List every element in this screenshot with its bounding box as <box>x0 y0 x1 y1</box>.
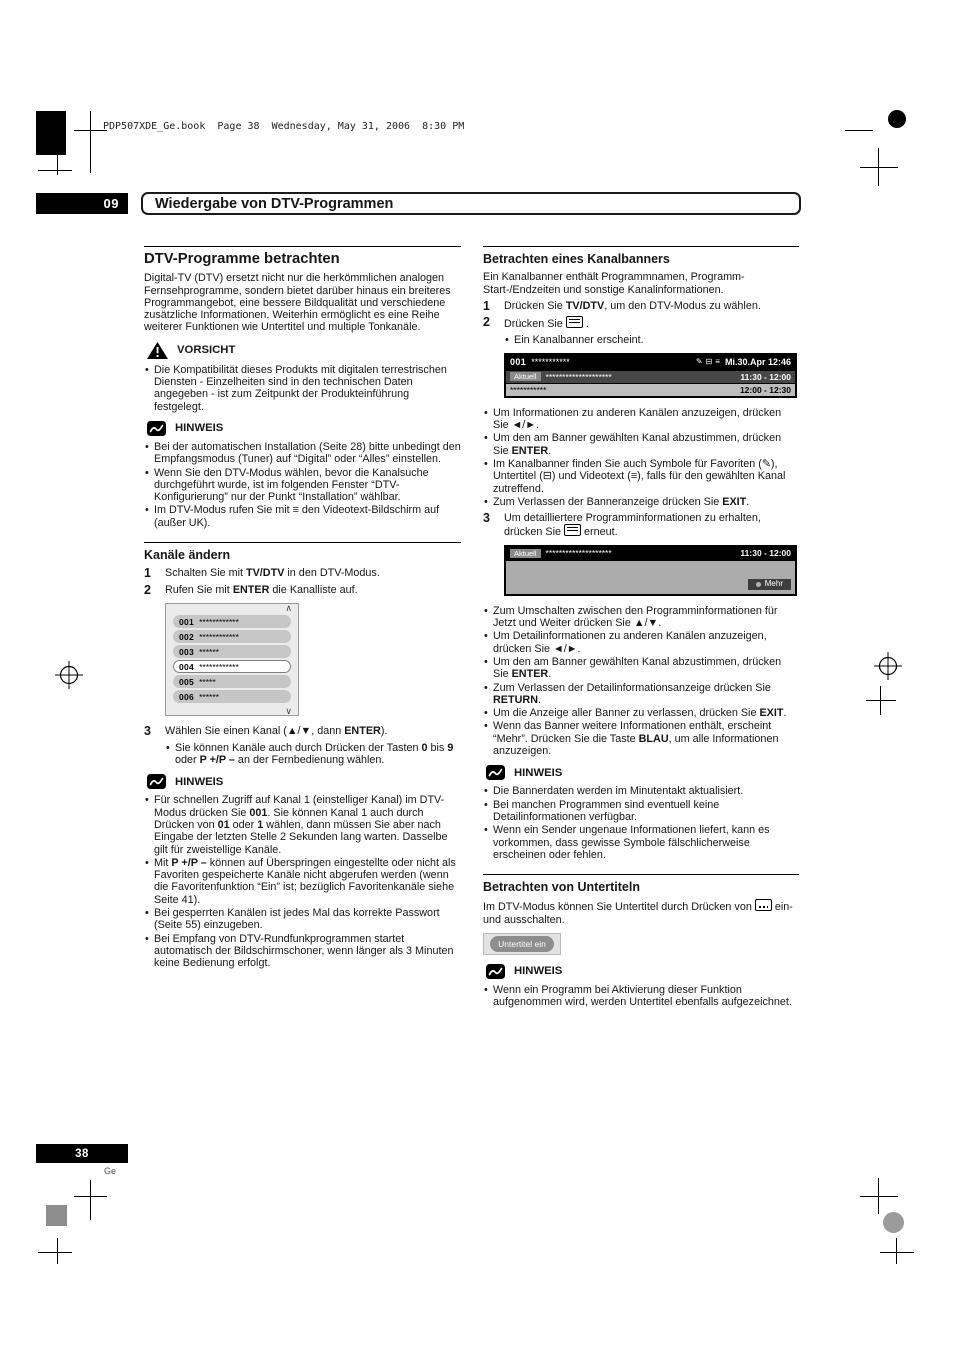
note-item-text: Wenn Sie den DTV-Modus wählen, bevor die Kanalsuche durchgeführt wurde, ist im folgenden Fenster “DTV-Konfigurierung” nur der Punkt “Installation” wählbar. <box>154 466 429 504</box>
crop-mark <box>74 1196 107 1197</box>
channel-list-row <box>173 675 291 688</box>
note-icon <box>147 774 166 789</box>
mehr-label: Mehr <box>764 579 783 589</box>
bullet-text: Um den am Banner gewählten Kanal abzustimmen, drücken Sie ENTER. <box>493 655 782 681</box>
note-item <box>144 907 461 932</box>
section-untertitel <box>483 874 799 1008</box>
subsection-title: Kanäle ändern <box>144 548 231 563</box>
channel-list-row-selected <box>173 660 291 673</box>
list-item <box>483 720 799 757</box>
channel-list-row <box>173 645 291 658</box>
note-item <box>144 933 461 970</box>
banner-icons <box>696 358 720 366</box>
crop-mark <box>878 1178 879 1214</box>
note-item <box>144 857 461 906</box>
note-item <box>144 467 461 504</box>
caution-header <box>147 342 461 359</box>
chapter-title: Wiedergabe von DTV-Programmen <box>155 195 394 212</box>
crop-mark <box>38 1252 72 1253</box>
bullet-text: Sie können Kanäle auch durch Drücken der Tasten 0 bis 9 oder P +/P – an der Fernbedienung wählen. <box>175 741 454 767</box>
banner-row-program: ******************** <box>545 548 612 559</box>
intro-after: ein- und ausschalten. <box>483 901 793 926</box>
step-text-after: . <box>585 318 589 331</box>
step-text <box>504 316 799 330</box>
page-number: 38 <box>75 1147 89 1160</box>
note-item-text: Für schnellen Zugriff auf Kanal 1 (einstelliger Kanal) im DTV-Modus drücken Sie 001. Sie können Kanal 1 auch durch Drücken von 01 oder 1 wählen, dann müssen Sie aber nach Eingabe der letzten Stelle 2 Sekunden lang warten. Dasselbe gilt für zweistellige Kanäle. <box>154 794 448 856</box>
step-text: Schalten Sie mit TV/DTV in den DTV-Modus. <box>165 567 380 580</box>
note-item-text: Bei der automatischen Installation (Seite 28) bitte unbedingt den Empfangsmodus (Tuner) auf “Digital” oder “Alles” einstellen. <box>154 440 461 466</box>
step-number: 3 <box>144 724 151 739</box>
step-number: 2 <box>483 315 490 330</box>
page-number-tab <box>36 1144 128 1163</box>
bullet-text: Zum Verlassen der Banneranzeige drücken Sie EXIT. <box>493 495 750 508</box>
crop-mark <box>878 148 879 186</box>
step-item <box>144 725 461 737</box>
caution-block <box>144 342 461 413</box>
channel-name: ************ <box>199 631 239 642</box>
teletext-icon: ≡ <box>715 357 720 367</box>
channel-list-row <box>173 630 291 643</box>
print-file-header: PDP507XDE_Ge.book Page 38 Wednesday, May 31, 2006 8:30 PM <box>103 121 465 132</box>
list-item <box>483 630 799 655</box>
channel-name: ************ <box>199 661 239 672</box>
banner-row-program: ******************** <box>545 371 612 382</box>
step-sub-bullet <box>165 742 461 767</box>
registration-dot <box>883 1212 904 1233</box>
note-label: HINWEIS <box>175 422 224 435</box>
bullet-text: Zum Umschalten zwischen den Programminformationen für Jetzt und Weiter drücken Sie ▲/▼. <box>493 604 778 630</box>
channel-number: 005 <box>179 676 195 687</box>
detail-banner-top-row <box>506 547 795 560</box>
step-number: 2 <box>144 582 151 597</box>
note-header <box>147 421 461 436</box>
bullet-text: Um den am Banner gewählten Kanal abzustimmen, drücken Sie ENTER. <box>493 432 782 457</box>
registration-target-icon <box>874 652 902 680</box>
subtitle-icon: ⊟ <box>705 357 713 367</box>
step-text: Drücken Sie TV/DTV, um den DTV-Modus zu wählen. <box>504 299 761 312</box>
note-item <box>483 824 799 861</box>
banner-datetime: Mi.30.Apr 12:46 <box>724 357 791 368</box>
bullet-text: Um die Anzeige aller Banner zu verlassen, drücken Sie EXIT. <box>493 707 787 720</box>
crop-mark <box>38 170 72 171</box>
channel-number: 004 <box>179 661 195 672</box>
bullet-text: Um Detailinformationen zu anderen Kanälen anzuzeigen, drücken Sie ◄/►. <box>493 630 767 655</box>
note-item <box>483 799 799 824</box>
note-item-text: Bei Empfang von DTV-Rundfunkprogrammen startet automatisch der Bildschirmschoner, wenn länger als 3 Minuten keine Bedienung erfolgt. <box>154 932 454 970</box>
crop-mark <box>90 111 91 173</box>
note-icon <box>486 765 505 780</box>
banner-row-label: Aktuell <box>510 372 541 381</box>
registration-dot <box>888 110 906 128</box>
list-item <box>483 458 799 495</box>
step-number: 1 <box>483 298 490 313</box>
banner-next-row <box>506 384 795 396</box>
scroll-down-icon: ∨ <box>285 706 292 717</box>
note-block <box>483 765 799 861</box>
bullet-text: Zum Verlassen der Detailinformationsanzeige drücken Sie RETURN. <box>493 681 771 706</box>
note-item-text: Bei gesperrten Kanälen ist jedes Mal das korrekte Passwort (Seite 55) einzugeben. <box>154 907 440 932</box>
step-item <box>483 512 799 539</box>
section-dtv-programme-betrachten <box>144 246 461 529</box>
blue-button-dot-icon <box>756 582 761 587</box>
banner-row-time: 12:00 - 12:30 <box>739 384 791 395</box>
subsection-title: Betrachten von Untertiteln <box>483 880 640 895</box>
crop-mark <box>880 1252 914 1253</box>
bullet-text: Im Kanalbanner finden Sie auch Symbole für Favoriten (✎), Untertitel (⊟) und Videotext (≡), falls für den gewählten Kanal zutreffend. <box>493 457 786 495</box>
note-item-text: Die Bannerdaten werden im Minutentakt aktualisiert. <box>493 785 744 798</box>
chapter-title-bar <box>141 192 801 215</box>
detail-banner-body <box>506 561 795 594</box>
step-item <box>483 300 799 312</box>
bullet-text: Ein Kanalbanner erscheint. <box>514 334 644 347</box>
step-text <box>504 512 799 539</box>
channel-list-row <box>173 690 291 703</box>
list-item <box>483 496 799 508</box>
crop-mark <box>90 1180 91 1220</box>
scroll-up-icon: ∧ <box>285 602 292 613</box>
list-item <box>483 407 799 432</box>
section-intro <box>483 899 799 926</box>
banner-display-icon <box>564 524 581 536</box>
registration-target-icon <box>55 661 83 689</box>
intro-before: Im DTV-Modus können Sie Untertitel durch Drücken von <box>483 901 752 914</box>
banner-row-label: Aktuell <box>510 549 541 558</box>
crop-mark <box>896 1238 897 1264</box>
crop-mark <box>845 130 873 131</box>
note-label: HINWEIS <box>514 965 563 978</box>
step-text-before: Drücken Sie <box>504 318 563 331</box>
banner-display-icon <box>566 316 583 328</box>
channel-name: ****** <box>199 691 219 702</box>
crop-mark <box>880 686 881 715</box>
list-item <box>483 656 799 681</box>
note-item-text: Im DTV-Modus rufen Sie mit ≡ den Videotext-Bildschirm auf (außer UK). <box>154 504 440 529</box>
note-header <box>147 774 461 789</box>
section-title: DTV-Programme betrachten <box>144 251 340 267</box>
step-number: 1 <box>144 566 151 581</box>
banner-row-time: 11:30 - 12:00 <box>740 371 791 382</box>
note-item-text: Wenn ein Sender ungenaue Informationen liefert, kann es vorkommen, dass gewisse Symbole fälschlicherweise erscheinen oder fehlen. <box>493 824 770 861</box>
step-text: Rufen Sie mit ENTER die Kanalliste auf. <box>165 583 358 596</box>
banner-row-time: 11:30 - 12:00 <box>740 548 791 559</box>
note-block <box>144 421 461 529</box>
note-item <box>144 441 461 466</box>
note-item <box>144 504 461 529</box>
crop-mark <box>57 1238 58 1264</box>
channel-name: ****** <box>199 646 219 657</box>
note-block <box>483 964 799 1009</box>
banner-channel-number: 001 <box>510 357 527 368</box>
note-header <box>486 765 799 780</box>
bullet-text: Wenn das Banner weitere Informationen enthält, erscheint “Mehr”. Drücken Sie die Taste BLAU, um alle Informationen anzuzeigen. <box>493 720 779 758</box>
list-item <box>483 432 799 457</box>
section-kanalbanner <box>483 246 799 861</box>
list-item <box>483 682 799 707</box>
list-item <box>483 605 799 630</box>
subtitle-status-badge: Untertitel ein <box>490 936 554 952</box>
caution-item <box>144 364 461 413</box>
detail-banner-image <box>504 545 797 596</box>
channel-name: ***** <box>199 676 216 687</box>
mehr-button <box>748 579 791 590</box>
registration-square <box>46 1205 67 1226</box>
subtitle-status-image <box>483 933 561 955</box>
note-icon <box>147 421 166 436</box>
channel-number: 006 <box>179 691 195 702</box>
bullet-text: Um Informationen zu anderen Kanälen anzuzeigen, drücken Sie ◄/►. <box>493 406 782 432</box>
note-item <box>483 984 799 1009</box>
channel-number: 001 <box>179 616 195 627</box>
crop-mark <box>860 167 898 168</box>
note-item-text: Mit P +/P – können auf Überspringen eingestellte oder nicht als Favoriten gespeicherte Kanäle nicht abgerufen werden (wenn die Favoritenfunktion “Ein” ist; bezüglich Favoritenkanäle siehe Seite 41). <box>154 856 456 906</box>
chapter-number-badge: 09 <box>36 193 128 214</box>
step-text-before: Um detailliertere Programminformationen zu erhalten, drücken Sie <box>504 512 761 539</box>
step-number: 3 <box>483 511 490 526</box>
channel-number: 003 <box>179 646 195 657</box>
channel-number: 002 <box>179 631 195 642</box>
note-item-text: Bei manchen Programmen sind eventuell keine Detailinformationen verfügbar. <box>493 798 720 823</box>
caution-label: VORSICHT <box>177 344 236 357</box>
note-item <box>483 785 799 797</box>
banner-row-program: *********** <box>510 384 547 395</box>
channel-name: ************ <box>199 616 239 627</box>
channel-list-row <box>173 615 291 628</box>
left-column <box>144 246 461 970</box>
section-intro: Digital-TV (DTV) ersetzt nicht nur die herkömmlichen analogen Fernsehprogramme, sondern bietet darüber hinaus ein breiteres Programmangebot, eine bessere Bildqualität und verschiedene zusätzliche Informationen. Weiterhin ermöglicht es eine Reihe weiterer Funktionen wie Untertitel und multiple Tonkanäle. <box>144 272 451 334</box>
banner-top-row <box>506 355 795 370</box>
step-text: Wählen Sie einen Kanal (▲/▼, dann ENTER). <box>165 725 388 738</box>
subsection-title: Betrachten eines Kanalbanners <box>483 252 670 266</box>
section-kanaele-aendern <box>144 542 461 969</box>
note-label: HINWEIS <box>175 775 224 788</box>
note-icon <box>486 964 505 979</box>
banner-now-row <box>506 371 795 383</box>
step-item <box>483 316 799 330</box>
note-item-text: Wenn ein Programm bei Aktivierung dieser Funktion aufgenommen wird, werden Untertitel ebenfalls aufgezeichnet. <box>493 983 792 1009</box>
crop-mark <box>36 111 66 155</box>
section-intro: Ein Kanalbanner enthält Programmnamen, Programm-Start-/Endzeiten und sonstige Kanalinformationen. <box>483 271 745 296</box>
warning-icon <box>147 342 168 359</box>
right-column <box>483 246 799 1010</box>
channel-list-image <box>165 603 299 717</box>
step-item <box>144 567 461 579</box>
step-text-after: erneut. <box>584 526 618 539</box>
note-header <box>486 964 799 979</box>
list-item <box>483 707 799 719</box>
crop-mark <box>860 1196 898 1197</box>
banner-program-name: *********** <box>531 357 570 368</box>
note-label: HINWEIS <box>514 766 563 779</box>
favorite-icon: ✎ <box>695 357 703 367</box>
caution-item-text: Die Kompatibilität dieses Produkts mit digitalen terrestrischen Diensten - Einzelheiten sind in den technischen Daten angegeben - ist zum Zeitpunkt der Produkteinführung festgelegt. <box>154 363 447 413</box>
step-item <box>144 584 461 596</box>
note-item <box>144 794 461 855</box>
note-block <box>144 774 461 969</box>
language-code: Ge <box>104 1166 117 1176</box>
crop-mark <box>866 700 896 701</box>
step-sub-bullet <box>504 334 799 346</box>
channel-banner-image <box>504 353 797 398</box>
subtitle-toggle-icon <box>755 899 772 911</box>
